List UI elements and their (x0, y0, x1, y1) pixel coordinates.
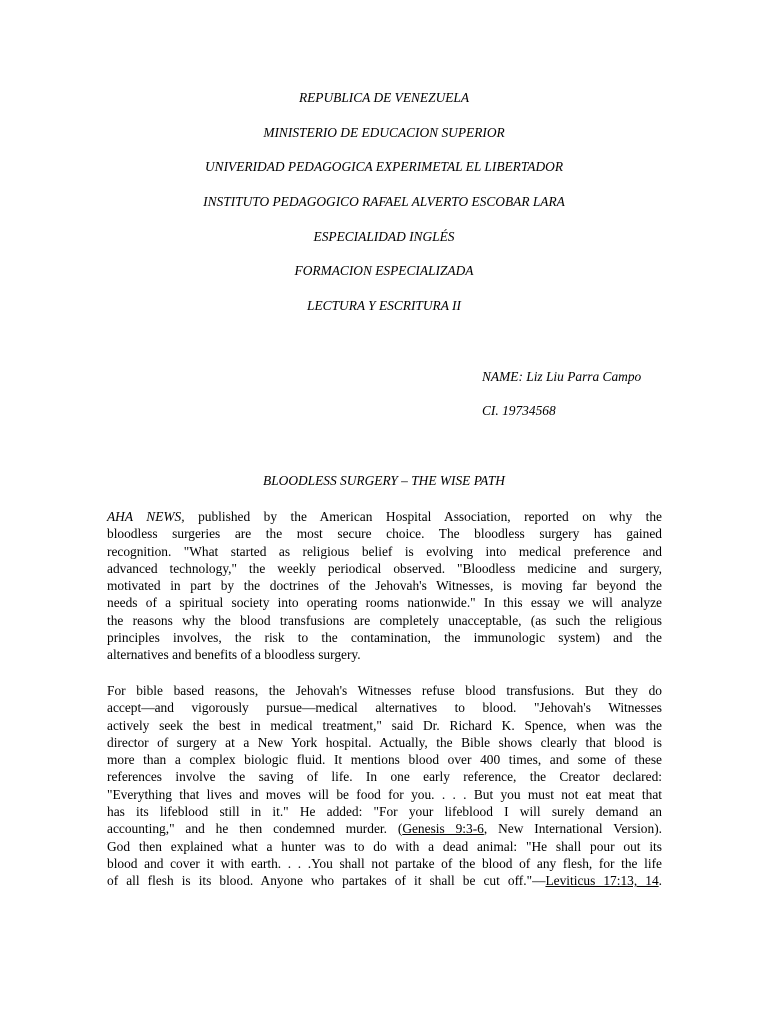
paragraph-line: advanced technology," the weekly periodical observed. "Bloodless medicine and surgery, (107, 560, 662, 576)
paragraph-1 (107, 508, 662, 664)
paragraph-line: more than a complex biologic fluid. It mentions blood over 400 times, and some of these (107, 752, 662, 768)
header-country: REPUBLICA DE VENEZUELA (298, 90, 470, 105)
header-specialty: ESPECIALIDAD INGLÉS (313, 229, 455, 244)
paragraph-line: director of surgery at a New York hospital. Actually, the Bible shows clearly that blood is (107, 734, 662, 750)
paragraph-line: blood and cover it with earth. . . .You shall not partake of the blood of any flesh, for the life (107, 855, 662, 871)
student-id: CI. 19734568 (482, 403, 556, 418)
paragraph-line: the reasons why the blood transfusions are completely unacceptable, (as such the religious (107, 612, 662, 628)
paragraph-line: For bible based reasons, the Jehovah's Witnesses refuse blood transfusions. But they do (107, 683, 662, 698)
header-course: LECTURA Y ESCRITURA II (307, 298, 461, 313)
source-name: AHA NEWS, (107, 509, 185, 524)
header-institute: INSTITUTO PEDAGOGICO RAFAEL ALVERTO ESCOBAR LARA (203, 194, 565, 209)
leviticus-reference-link[interactable]: Leviticus 17:13, 14 (545, 873, 659, 889)
header-ministry: MINISTERIO DE EDUCACION SUPERIOR (263, 125, 505, 140)
header-university: UNIVERIDAD PEDAGOGICA EXPERIMETAL EL LIBERTADOR (204, 159, 564, 174)
header-program: FORMACION ESPECIALIZADA (294, 263, 474, 278)
paragraph-line: bloodless surgeries are the most secure choice. The bloodless surgery has gained (107, 526, 662, 542)
paragraph-line: "Everything that lives and moves will be food for you. . . . But you must not eat meat that (107, 786, 662, 802)
paragraph-line: AHA NEWS, published by the American Hospital Association, reported on why the (107, 509, 662, 524)
paragraph-line: motivated in part by the doctrines of the Jehovah's Witnesses, is moving far beyond the (107, 578, 662, 594)
paragraph-2 (107, 682, 662, 890)
paragraph-line: accept—and vigorously pursue—medical alternatives to blood. "Jehovah's Witnesses (107, 700, 662, 716)
paragraph-line: alternatives and benefits of a bloodless surgery. (107, 647, 361, 663)
paragraph-line: God then explained what a hunter was to do with a dead animal: "He shall pour out its (107, 838, 662, 854)
paragraph-line: of all flesh is its blood. Anyone who partakes of it shall be cut off."—Leviticus 17:13, 14. (107, 873, 663, 889)
genesis-reference-link[interactable]: Genesis 9:3-6 (402, 821, 484, 837)
student-name: NAME: Liz Liu Parra Campo (482, 369, 642, 384)
paragraph-line: recognition. "What started as religious belief is evolving into medical preference and (107, 543, 662, 559)
paragraph-line: actively seek the best in medical treatment," said Dr. Richard K. Spence, when was the (107, 717, 662, 733)
paragraph-line: references involve the saving of life. In one early reference, the Creator declared: (107, 769, 662, 785)
paragraph-line: has its lifeblood still in it." He added: "For your lifeblood I will surely demand an (107, 804, 662, 820)
paragraph-line: needs of a spiritual society into operating rooms nationwide." In this essay we will analyze (107, 595, 662, 611)
paragraph-line: principles involves, the risk to the contamination, the immunologic system) and the (107, 630, 662, 646)
essay-title: BLOODLESS SURGERY – THE WISE PATH (263, 473, 505, 488)
paragraph-line: accounting," and he then condemned murder. (Genesis 9:3-6, New International Version). (107, 821, 663, 837)
